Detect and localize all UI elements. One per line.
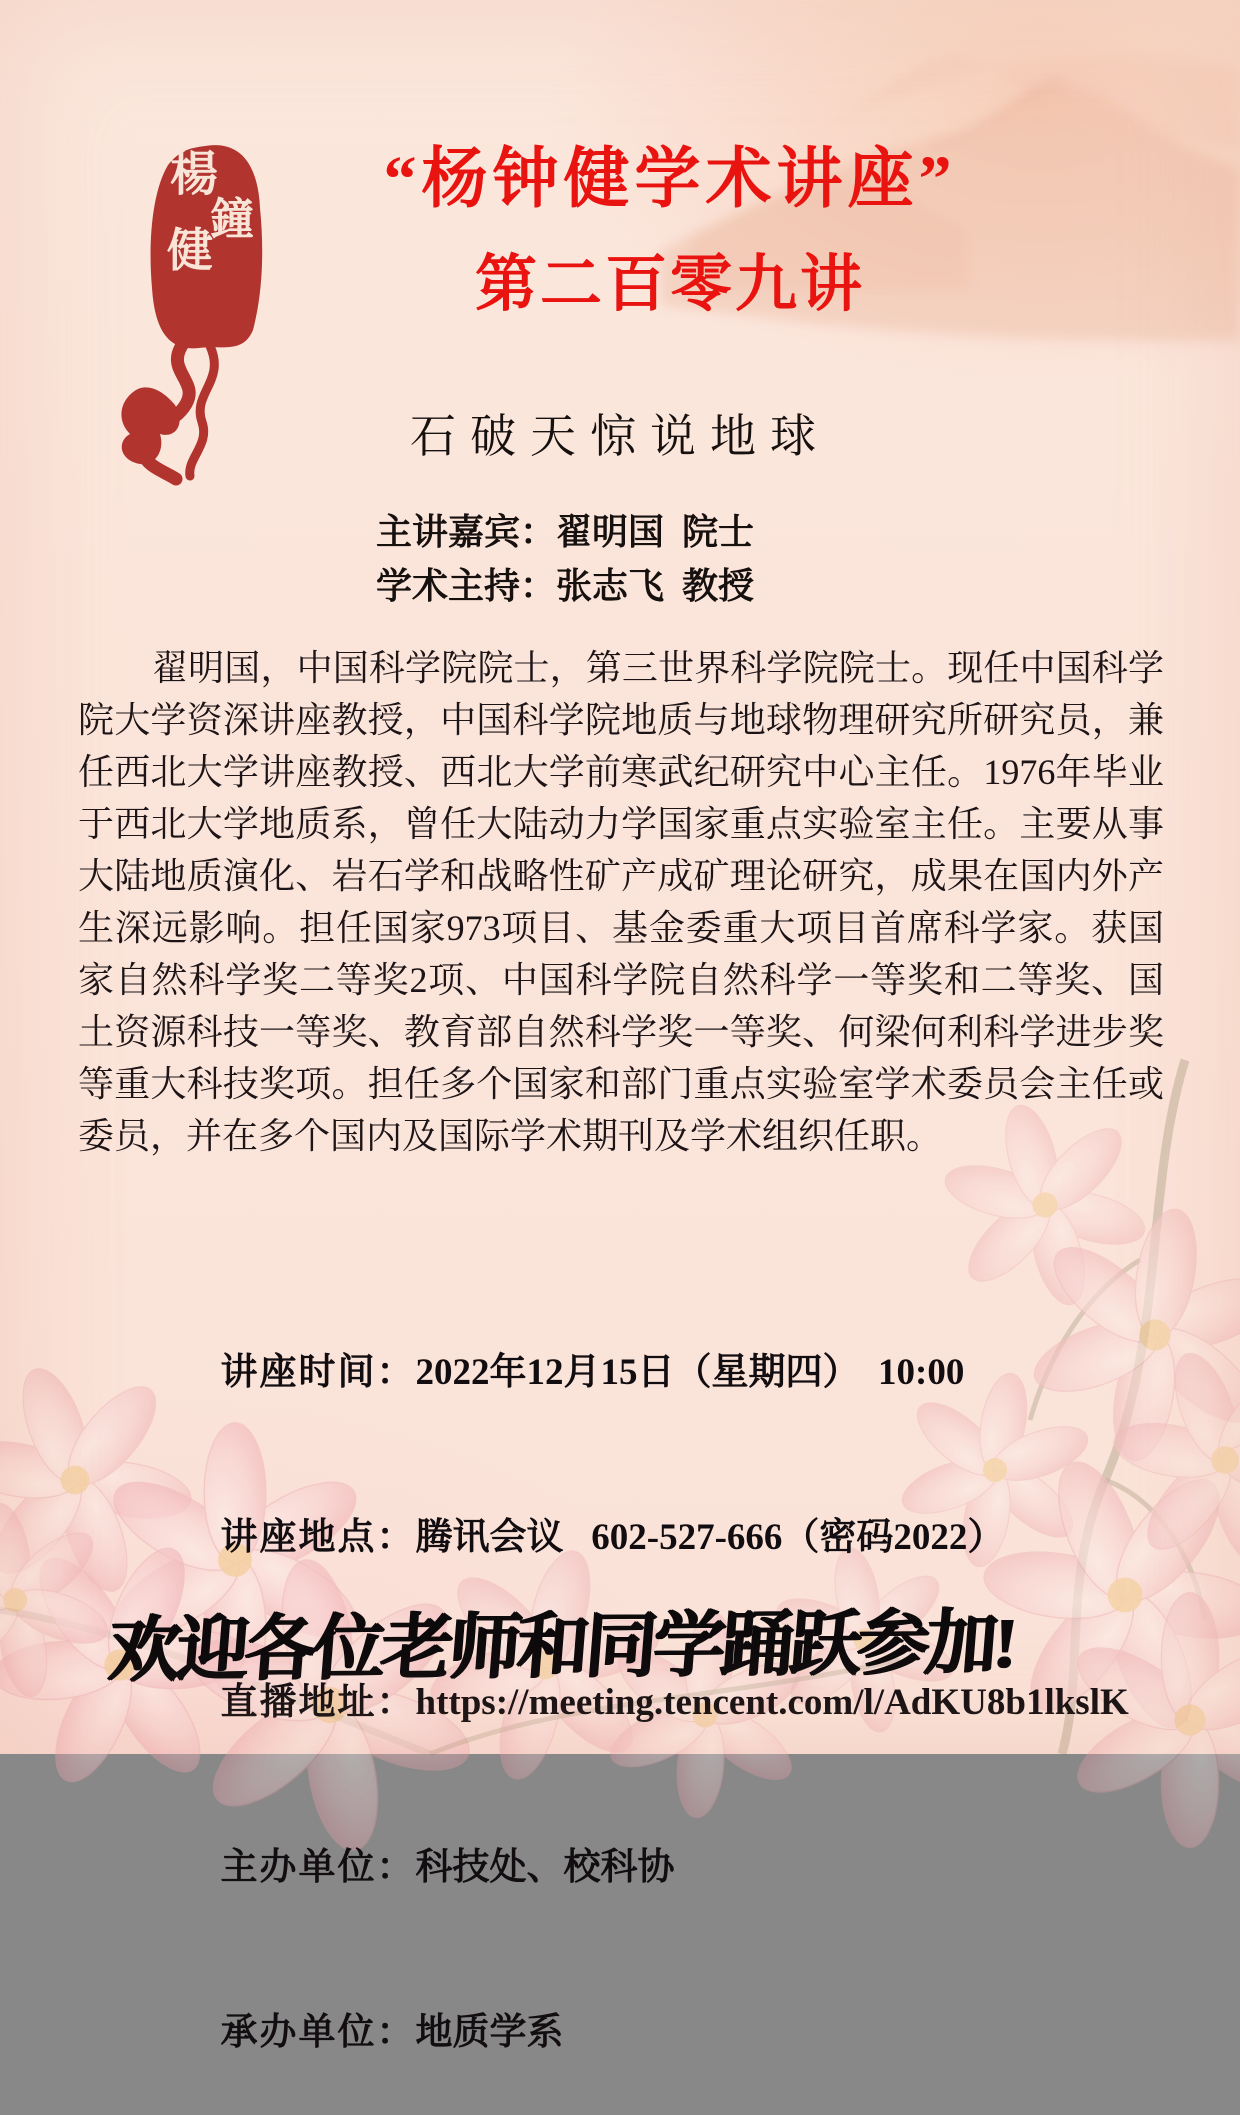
detail-label: 主办单位： — [220, 1847, 416, 1888]
speaker-line: 主讲嘉宾：翟明国 院士 — [376, 512, 755, 552]
detail-row-undertaker — [165, 1950, 1129, 2115]
detail-label: 直播地址： — [220, 1682, 416, 1723]
seal-char-zhong: 鐘 — [210, 195, 254, 244]
detail-row-time — [165, 1290, 1129, 1455]
detail-label: 讲座时间： — [220, 1352, 416, 1393]
detail-label: 承办单位： — [220, 2012, 416, 2053]
poster-title-block — [330, 138, 1010, 324]
series-number: 第二百零九讲 — [474, 251, 865, 319]
undertaker: 地质学系 — [415, 2012, 564, 2053]
speaker-bio: 翟明国，中国科学院院士，第三世界科学院院士。现任中国科学院大学资深讲座教授，中国科学院地质与地球物理研究所研究员，兼任西北大学讲座教授、西北大学前寒武纪研究中心主任。1976年毕业于西北大学地质系，曾任大陆动力学国家重点实验室主任。主要从事大陆地质演化、岩石学和战略性矿产成矿理论研究，成果在国内外产生深远影响。担任国家973项目、基金委重大项目首席科学家。获国家自然科学奖二等奖2项、中国科学院自然科学一等奖和二等奖、国土资源科技一等奖、教育部自然科学奖一等奖、何梁何利科学进步奖等重大科技奖项。担任多个国家和部门重点实验室学术委员会主任或委员，并在多个国内及国际学术期刊及学术组织任职。 — [78, 648, 1164, 1156]
welcome-calligraphy: 欢迎各位老师和同学踊跃参加! — [104, 1603, 1016, 1691]
details-block — [165, 1290, 1129, 2115]
detail-row-organizer — [165, 1785, 1129, 1950]
meeting-id: 腾讯会议 602-527-666（密码2022） — [415, 1517, 1005, 1558]
organizer: 科技处、校科协 — [415, 1847, 675, 1888]
speakers-block — [376, 505, 754, 613]
host-line: 学术主持：张志飞 教授 — [376, 566, 755, 606]
lecture-time: 2022年12月15日（星期四） 10:00 — [415, 1352, 965, 1393]
seal-char-jian: 健 — [167, 225, 213, 276]
live-stream-url: https://meeting.tencent.com/l/AdKU8b1lkslK — [415, 1682, 1129, 1723]
detail-label: 讲座地点： — [220, 1517, 416, 1558]
seal-char-yang: 楊 — [169, 148, 219, 201]
series-title: “杨钟健学术讲座” — [383, 143, 957, 216]
lecture-title: 石破天惊说地球 — [410, 411, 830, 462]
